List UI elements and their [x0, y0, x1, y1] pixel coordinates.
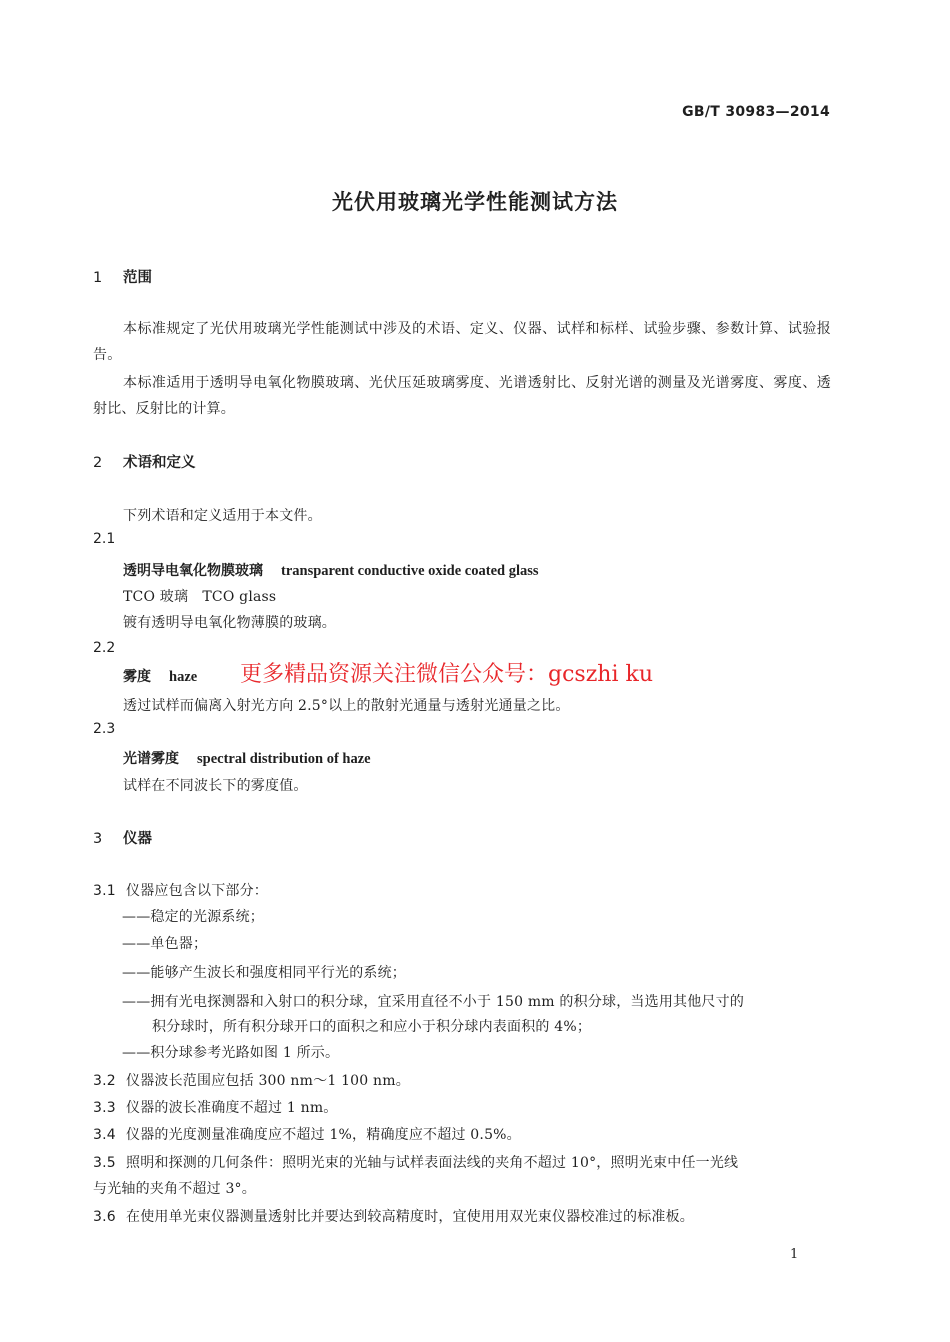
list-item: ——拥有光电探测器和入射口的积分球，宜采用直径不小于 150 mm 的积分球，当选用其他尺寸的	[122, 994, 745, 1010]
section-number: 3	[93, 831, 103, 847]
clause-3-4	[93, 1124, 521, 1144]
term-chinese: 透明导电氧化物膜玻璃	[123, 563, 263, 579]
document-title: 光伏用玻璃光学性能测试方法	[332, 190, 618, 214]
term-chinese: 光谱雾度	[123, 751, 179, 767]
clause-text: 在使用单光束仪器测量透射比并要达到较高精度时，宜使用用双光束仪器校准过的标准板。	[126, 1209, 694, 1225]
standard-code: GB/T 30983—2014	[682, 104, 830, 120]
term-heading	[123, 560, 539, 580]
clause-text: 照明和探测的几何条件：照明光束的光轴与试样表面法线的夹角不超过 10°，照明光束中任一光线	[126, 1155, 739, 1171]
clause-text: 仪器的光度测量准确度应不超过 1%，精确度应不超过 0.5%。	[126, 1127, 521, 1143]
page-number: 1	[790, 1247, 799, 1262]
clause-3-3	[93, 1097, 338, 1117]
list-item-continuation: 积分球时，所有积分球开口的面积之和应小于积分球内表面积的 4%；	[152, 1019, 592, 1035]
list-item: ——积分球参考光路如图 1 所示。	[122, 1045, 340, 1061]
clause-number: 3.1	[93, 883, 116, 899]
term-english: transparent conductive oxide coated glass	[281, 563, 539, 579]
clause-3-5-continuation: 与光轴的夹角不超过 3°。	[93, 1181, 256, 1197]
list-item: ——单色器；	[122, 936, 208, 952]
section-number: 1	[93, 270, 103, 286]
term-number: 2.2	[93, 640, 116, 656]
term-chinese: 雾度	[123, 669, 151, 685]
section-title: 术语和定义	[123, 455, 196, 471]
section-2-heading	[93, 451, 196, 472]
clause-text: 仪器的波长准确度不超过 1 nm。	[126, 1100, 338, 1116]
clause-text: 仪器波长范围应包括 300 nm～1 100 nm。	[126, 1073, 410, 1089]
clause-number: 3.5	[93, 1155, 116, 1171]
term-english: spectral distribution of haze	[197, 751, 371, 767]
term-definition: 镀有透明导电氧化物薄膜的玻璃。	[123, 615, 336, 631]
clause-3-2	[93, 1070, 410, 1090]
clause-3-6	[93, 1206, 694, 1226]
section-title: 仪器	[123, 831, 152, 847]
term-number: 2.1	[93, 531, 116, 547]
clause-number: 3.3	[93, 1100, 116, 1116]
term-english: haze	[169, 669, 198, 685]
section-2-intro: 下列术语和定义适用于本文件。	[123, 508, 322, 524]
term-definition: 试样在不同波长下的雾度值。	[123, 778, 308, 794]
clause-number: 3.2	[93, 1073, 116, 1089]
list-item: ——稳定的光源系统；	[122, 909, 264, 925]
term-number: 2.3	[93, 721, 116, 737]
section-number: 2	[93, 455, 103, 471]
watermark-text: 更多精品资源关注微信公众号：gcszhi ku	[240, 662, 653, 687]
term-heading	[123, 748, 371, 768]
clause-text: 仪器应包含以下部分：	[126, 883, 268, 899]
term-alternative: TCO 玻璃 TCO glass	[123, 589, 277, 605]
section-1-heading	[93, 266, 152, 287]
term-definition: 透过试样而偏离入射光方向 2.5°以上的散射光通量与透射光通量之比。	[123, 698, 570, 714]
clause-3-5	[93, 1152, 738, 1172]
term-heading	[123, 666, 197, 686]
clause-number: 3.4	[93, 1127, 116, 1143]
section-title: 范围	[123, 270, 152, 286]
section-1-paragraph: 本标准规定了光伏用玻璃光学性能测试中涉及的术语、定义、仪器、试样和标样、试验步骤、参数计算、试验报告。	[93, 321, 831, 363]
section-3-heading	[93, 827, 152, 848]
clause-number: 3.6	[93, 1209, 116, 1225]
section-1-paragraph: 本标准适用于透明导电氧化物膜玻璃、光伏压延玻璃雾度、光谱透射比、反射光谱的测量及光谱雾度、雾度、透射比、反射比的计算。	[93, 375, 831, 417]
clause-3-1	[93, 880, 268, 900]
list-item: ——能够产生波长和强度相同平行光的系统；	[122, 965, 406, 981]
